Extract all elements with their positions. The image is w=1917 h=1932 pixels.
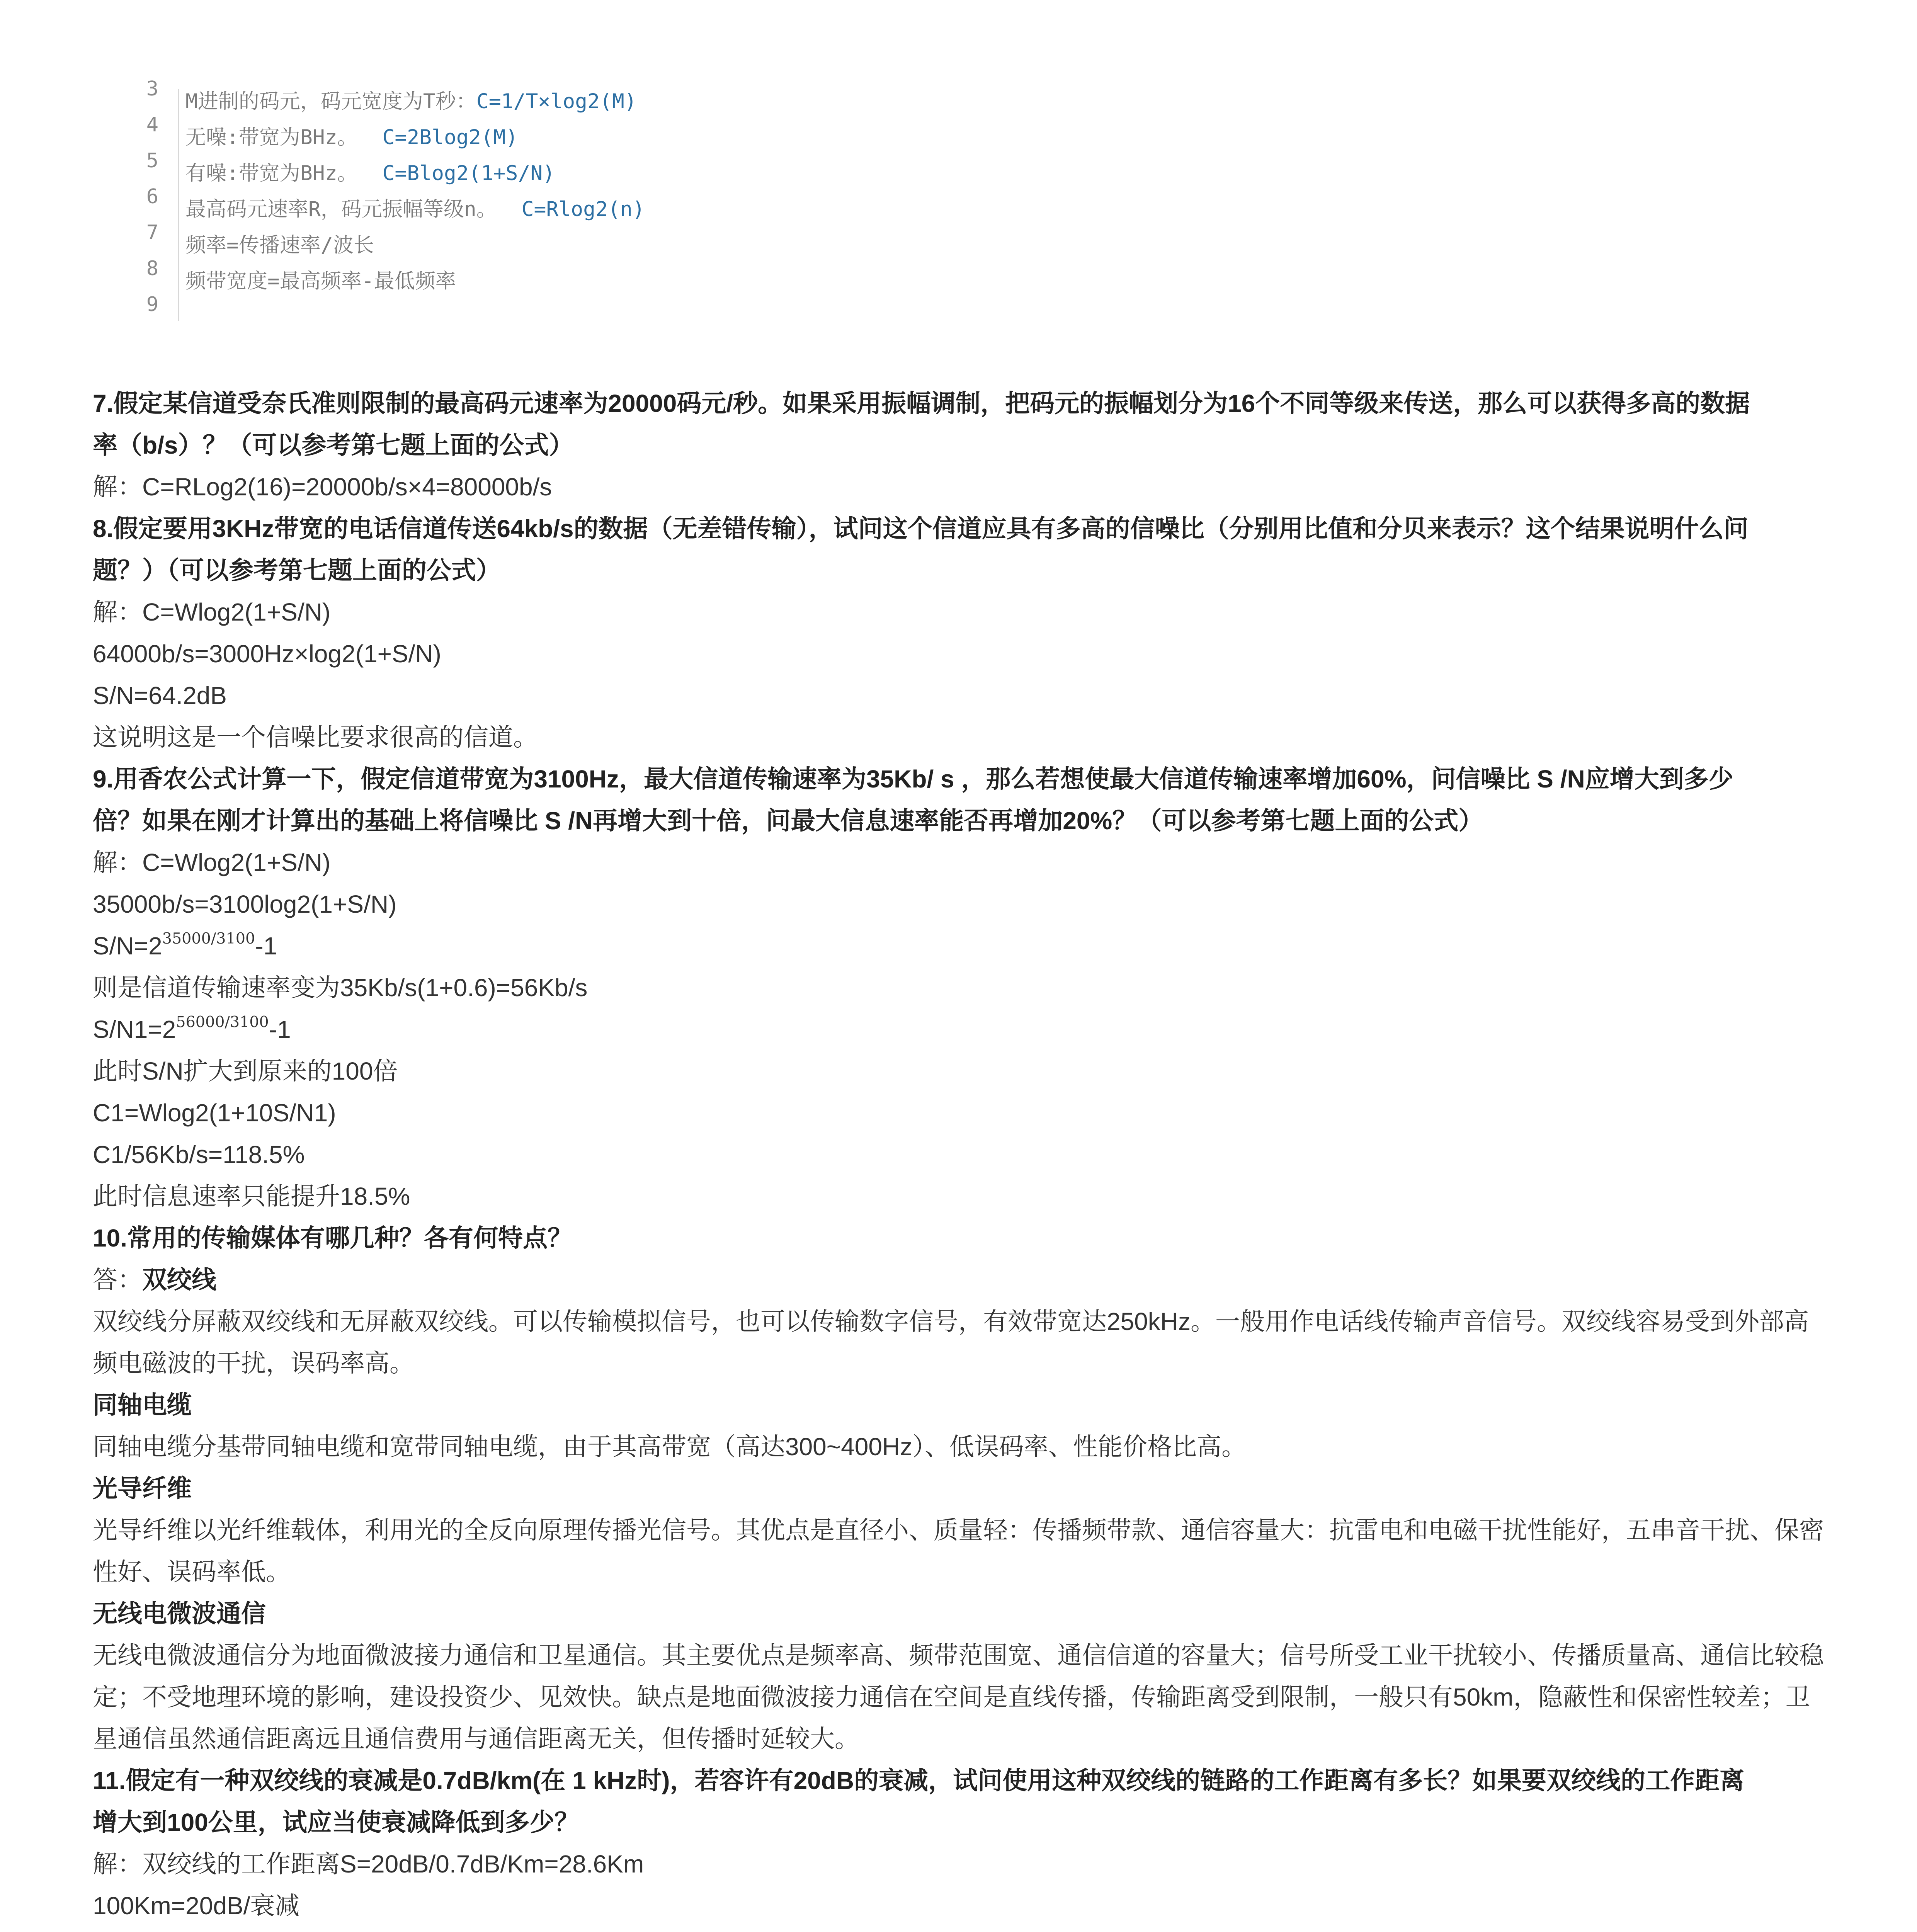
code-line: 有噪:带宽为BHz。 C=Blog2(1+S/N) [185,162,555,185]
question-9-cont: 倍？如果在刚才计算出的基础上将信噪比 S /N再增大到十倍，问最大信息速率能否再增加20%？（可以参考第七题上面的公式） [93,807,1483,835]
paragraph-fiber: 光导纤维以光纤维载体，利用光的全反向原理传播光信号。其优点是直径小、质量轻：传播频带款、通信容量大：抗雷电和电磁干扰性能好，五串音干扰、保密性好、误码率低。 [93,1516,1824,1586]
code-line: 最高码元速率R，码元振幅等级n。 C=Rlog2(n) [185,197,645,221]
question-7: 7.假定某信道受奈氏准则限制的最高码元速率为20000码元/秒。如果采用振幅调制，把码元的振幅划分为16个不同等级来传送，那么可以获得多高的数据 [93,389,1750,417]
answer-line: 解：双绞线的工作距离S=20dB/0.7dB/Km=28.6Km [93,1850,644,1878]
answer-line: S/N=64.2dB [93,682,227,709]
question-7-cont: 率（b/s）？（可以参考第七题上面的公式） [93,431,574,459]
line-number: 4 [146,113,158,136]
question-8: 8.假定要用3KHz带宽的电话信道传送64kb/s的数据（无差错传输），试问这个信道应具有多高的信噪比（分别用比值和分贝来表示？这个结果说明什么问 [93,515,1749,543]
code-line: M进制的码元，码元宽度为T秒：C=1/T×log2(M) [185,90,637,113]
answer-line-exponent: $S/N=2^{35000/3100}-1$ [93,930,277,960]
answer-heading-line: 答：双绞线 [93,1266,216,1294]
answer-line [93,1927,1824,1932]
answer-line-exponent: $S/N1=2^{56000/3100}-1$ [93,1013,291,1043]
line-number: 3 [146,77,158,100]
document-body [93,383,1824,1932]
answer-line: 解：C=Wlog2(1+S/N) [93,849,331,876]
subheading-microwave: 无线电微波通信 [93,1600,266,1628]
subheading-fiber: 光导纤维 [93,1475,192,1502]
answer-line: 64000b/s=3000Hz×log2(1+S/N) [93,640,441,668]
answer-line: 则是信道传输速率变为35Kb/s(1+0.6)=56Kb/s [93,974,588,1002]
paragraph-microwave: 无线电微波通信分为地面微波接力通信和卫星通信。其主要优点是频率高、频带范围宽、通信信道的容量大；信号所受工业干扰较小、传播质量高、通信比较稳定；不受地理环境的影响，建设投资少、见效快。缺点是地面微波接力通信在空间是直线传播，传输距离受到限制，一般只有50km，隐蔽性和保密性较差；卫星通信虽然通信距离远且通信费用与通信距离无关，但传播时延较大。 [93,1641,1824,1753]
paragraph-twisted-pair: 双绞线分屏蔽双绞线和无屏蔽双绞线。可以传输模拟信号，也可以传输数字信号，有效带宽达250kHz。一般用作电话线传输声音信号。双绞线容易受到外部高频电磁波的干扰，误码率高。 [93,1308,1809,1377]
code-line: 频率=传播速率/波长 [185,233,374,257]
answer-line: C1=Wlog2(1+10S/N1) [93,1099,336,1127]
code-gutter-divider [178,89,179,321]
answer-line: C1/56Kb/s=118.5% [93,1141,305,1168]
answer-line: 100Km=20dB/衰减 [93,1892,300,1920]
subheading-coax: 同轴电缆 [93,1391,192,1419]
question-10: 10.常用的传输媒体有哪几种？各有何特点？ [93,1224,572,1252]
line-number: 7 [146,221,158,244]
question-11: 11.假定有一种双绞线的衰减是0.7dB/km(在 1 kHz时)，若容许有20dB的衰减，试问使用这种双绞线的链路的工作距离有多长？如果要双绞线的工作距离 [93,1767,1745,1794]
answer-line: 35000b/s=3100log2(1+S/N) [93,890,397,918]
code-line: 频带宽度=最高频率-最低频率 [185,269,456,293]
question-11-cont: 增大到100公里，试应当使衰减降低到多少？ [93,1808,579,1836]
question-8-cont: 题？）（可以参考第七题上面的公式） [93,556,501,584]
answer-line: 这说明这是一个信噪比要求很高的信道。 [93,723,538,751]
line-number: 8 [146,257,158,280]
paragraph-coax: 同轴电缆分基带同轴电缆和宽带同轴电缆，由于其高带宽（高达300~400Hz）、低误码率、性能价格比高。 [93,1433,1247,1461]
answer-line: 此时信息速率只能提升18.5% [93,1182,410,1210]
question-9: 9.用香农公式计算一下，假定信道带宽为3100Hz，最大信道传输速率为35Kb/ s ，那么若想使最大信道传输速率增加60%，问信噪比 S /N应增大到多少 [93,765,1733,793]
answer-line: 解：C=RLog2(16)=20000b/s×4=80000b/s [93,473,552,501]
line-number: 5 [146,149,158,172]
code-line: 无噪:带宽为BHz。 C=2Blog2(M) [185,126,518,149]
subheading-twisted-pair: 双绞线 [142,1266,216,1294]
answer-line: 此时S/N扩大到原来的100倍 [93,1057,398,1085]
line-number: 6 [146,185,158,208]
code-block [131,77,1677,337]
answer-line: 解：C=Wlog2(1+S/N) [93,598,331,626]
line-number: 9 [146,293,158,316]
